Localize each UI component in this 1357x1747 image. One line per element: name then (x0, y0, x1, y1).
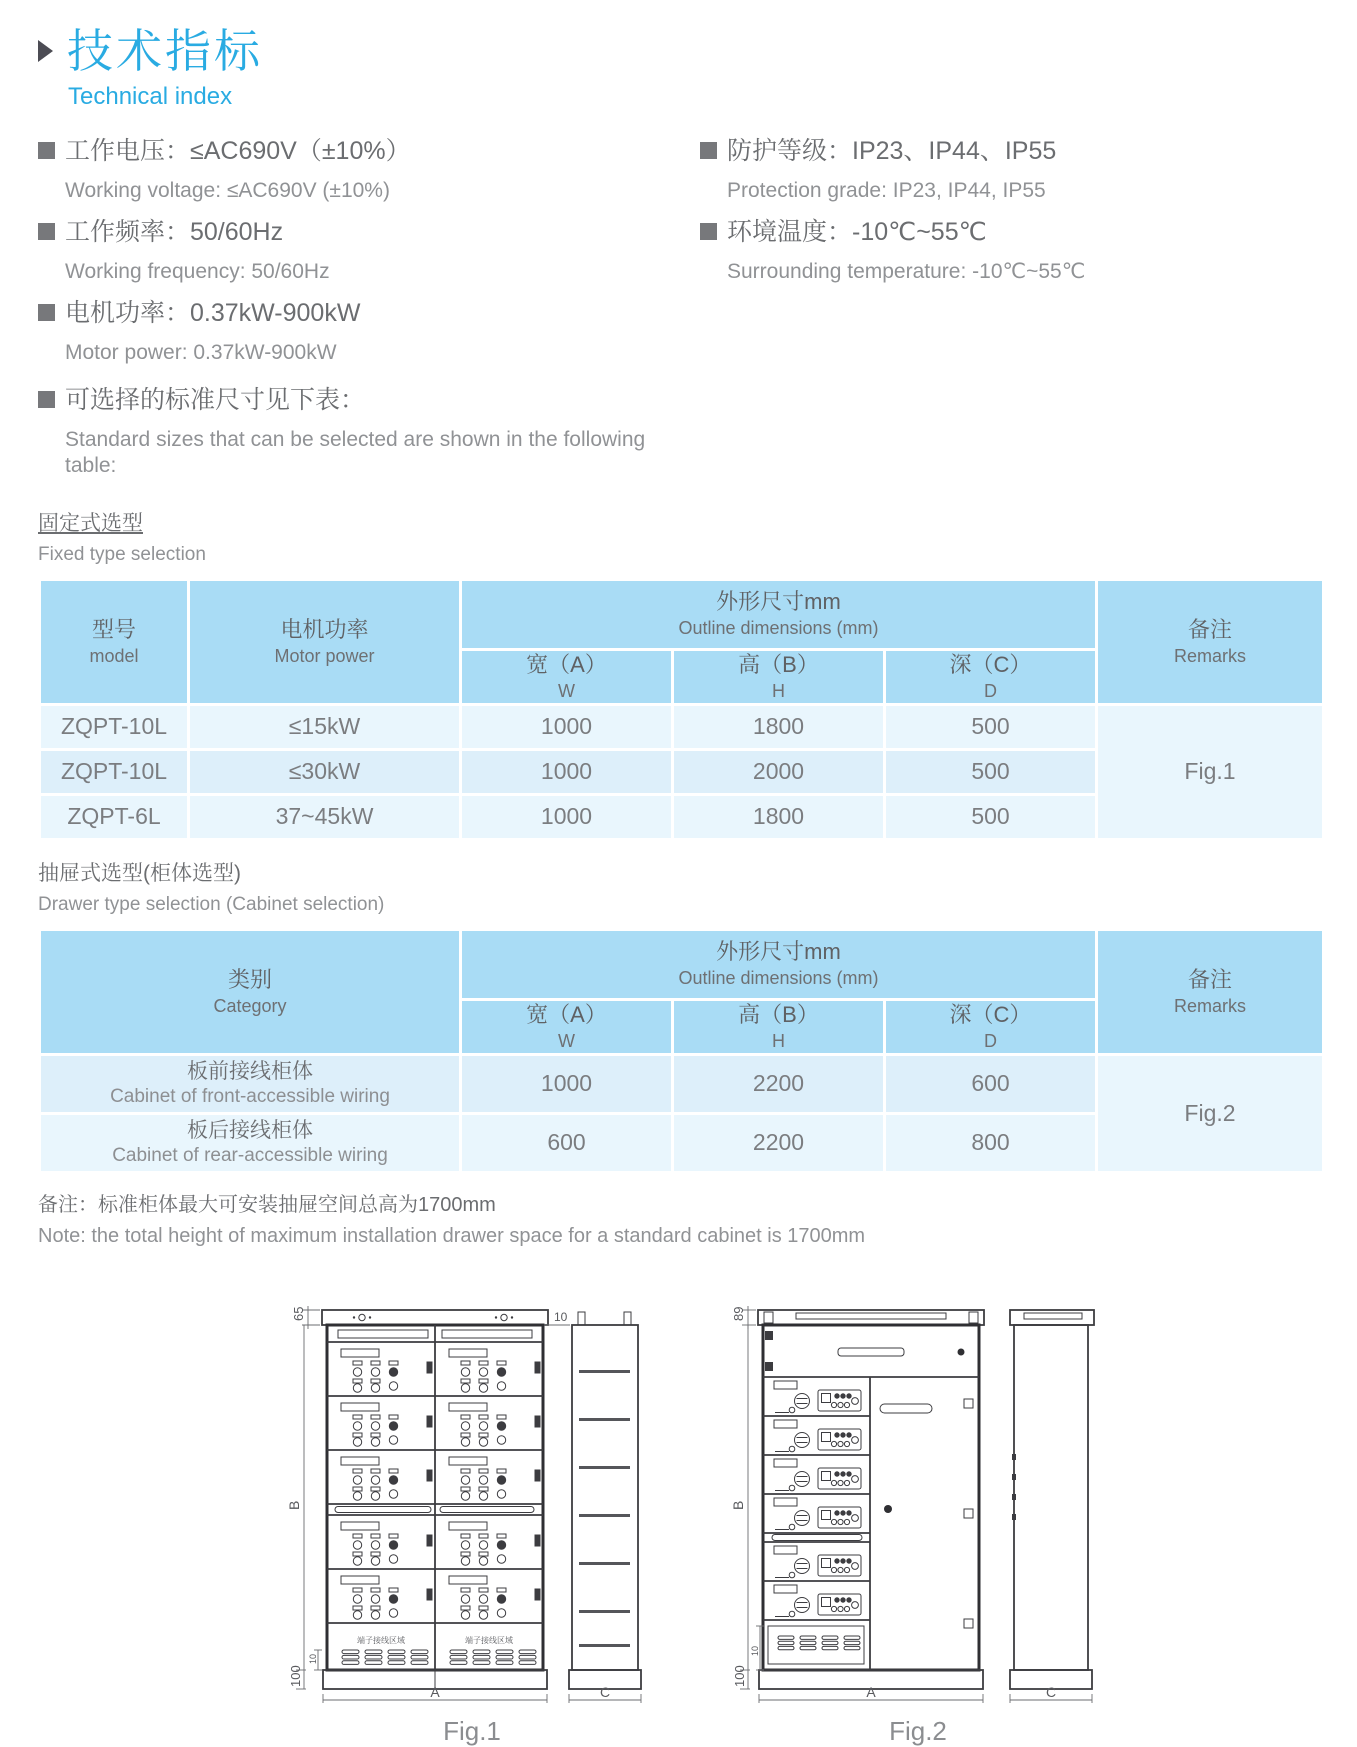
fig2-dimensions (730, 1306, 1092, 1703)
fixed-type-section-title (38, 507, 1322, 566)
fig2-dim-height: B (730, 1500, 746, 1510)
fig1-front-view (322, 1310, 548, 1689)
cell-power: ≤30kW (189, 749, 461, 794)
spec-item-standard-sizes (38, 384, 700, 479)
square-bullet-icon (38, 304, 55, 321)
cell-height: 2200 (673, 1113, 885, 1172)
cell-remark: Fig.1 (1097, 704, 1324, 839)
spec-en-text: Protection grade: IP23, IP44, IP55 (727, 178, 1046, 202)
cell-height: 2200 (673, 1054, 885, 1113)
spec-list (38, 135, 1322, 491)
drawer-type-table (38, 928, 1325, 1174)
spec-en-text: Working frequency: 50/60Hz (65, 259, 330, 283)
square-bullet-icon (38, 142, 55, 159)
cell-depth: 600 (885, 1054, 1097, 1113)
fig1-caption: Fig.1 (443, 1715, 501, 1746)
spec-column-right (700, 135, 1322, 491)
page-title-cn: 技术指标 (67, 25, 263, 77)
spec-en-text: Surrounding temperature: -10℃~55℃ (727, 259, 1086, 283)
note-en: Note: the total height of maximum installation drawer space for a standard cabinet is 1700mm (38, 1224, 866, 1247)
square-bullet-icon (38, 223, 55, 240)
spec-item-frequency (38, 216, 700, 285)
section-title-en: Drawer type selection (Cabinet selection) (38, 893, 385, 915)
header-width: 宽（A） W (461, 999, 673, 1054)
cell-category: 板后接线柜体 Cabinet of rear-accessible wiring (40, 1113, 461, 1172)
table-row (40, 704, 1324, 749)
header-category: 类别 Category (40, 929, 461, 1054)
header-depth: 深（C） D (885, 999, 1097, 1054)
cell-model: ZQPT-10L (40, 749, 189, 794)
section-title-cn: 固定式选型 (38, 511, 143, 535)
fig2-front-view (758, 1310, 984, 1689)
spec-item-voltage (38, 135, 700, 204)
cell-category: 板前接线柜体 Cabinet of front-accessible wiring (40, 1054, 461, 1113)
header-height: 高（B） H (673, 649, 885, 704)
spec-item-temperature (700, 216, 1322, 285)
cell-power: ≤15kW (189, 704, 461, 749)
cell-height: 1800 (673, 704, 885, 749)
fig1-dim-vent: 10 (308, 1653, 318, 1664)
header-height: 高（B） H (673, 999, 885, 1054)
spec-cn-text: 环境温度：-10℃~55℃ (727, 217, 987, 246)
fig1-drawing (272, 1304, 672, 1709)
cell-width: 1000 (461, 749, 673, 794)
section-title-en: Fixed type selection (38, 543, 206, 565)
fig1-dim-base: 100 (288, 1664, 303, 1687)
cell-width: 1000 (461, 794, 673, 839)
spec-en-text: Working voltage: ≤AC690V (±10%) (65, 178, 390, 202)
fig1-dim-height: B (286, 1500, 302, 1510)
fig1-side-view (569, 1312, 641, 1689)
square-bullet-icon (700, 223, 717, 240)
fig1-dim-depth: C (599, 1683, 611, 1700)
fig2-dim-vent: 10 (750, 1645, 760, 1656)
spec-cn-text: 电机功率：0.37kW-900kW (65, 298, 361, 327)
arrow-icon (38, 40, 53, 62)
spec-en-text: Motor power: 0.37kW-900kW (65, 340, 337, 364)
cell-model: ZQPT-6L (40, 794, 189, 839)
drawer-type-section-title (38, 857, 1322, 916)
spec-item-motor-power (38, 297, 700, 366)
cell-height: 2000 (673, 749, 885, 794)
cell-power: 37~45kW (189, 794, 461, 839)
figure-1 (272, 1304, 672, 1747)
fig1-terminal-label: 端子接线区域 (465, 1635, 513, 1645)
cell-depth: 800 (885, 1113, 1097, 1172)
fig2-caption: Fig.2 (889, 1715, 947, 1746)
section-title-cn: 抽屉式选型(柜体选型) (38, 861, 241, 885)
header-width: 宽（A） W (461, 649, 673, 704)
fig2-dim-width: A (866, 1683, 876, 1700)
spec-cn-text: 可选择的标准尺寸见下表： (65, 385, 366, 414)
header-outline-dimensions: 外形尺寸mm Outline dimensions (mm) (461, 929, 1097, 999)
page-header (38, 26, 1322, 77)
spec-cn-text: 防护等级：IP23、IP44、IP55 (727, 136, 1057, 165)
spec-cn-text: 工作电压：≤AC690V（±10%） (65, 136, 411, 165)
spec-cn-text: 工作频率：50/60Hz (65, 217, 284, 246)
fig2-dim-base: 100 (732, 1664, 747, 1687)
cell-width: 1000 (461, 1054, 673, 1113)
cell-depth: 500 (885, 749, 1097, 794)
note-cn: 备注：标准柜体最大可安装抽屉空间总高为1700mm (38, 1193, 496, 1216)
cell-height: 1800 (673, 794, 885, 839)
header-depth: 深（C） D (885, 649, 1097, 704)
fig2-drawing (718, 1304, 1118, 1709)
header-remarks: 备注 Remarks (1097, 579, 1324, 704)
fig1-dim-top-right: 10 (554, 1309, 568, 1324)
note (38, 1188, 1322, 1248)
fig2-dim-cap: 89 (731, 1306, 746, 1321)
fig2-side-view (1010, 1310, 1094, 1689)
square-bullet-icon (700, 142, 717, 159)
figures (38, 1304, 1322, 1747)
header-motor-power: 电机功率 Motor power (189, 579, 461, 704)
cell-depth: 500 (885, 794, 1097, 839)
spec-column-left (38, 135, 700, 491)
spec-item-protection-grade (700, 135, 1322, 204)
fig1-dim-cap: 65 (291, 1306, 306, 1321)
fig1-dim-width: A (430, 1683, 440, 1700)
header-model: 型号 model (40, 579, 189, 704)
spec-en-text: Standard sizes that can be selected are shown in the following table: (65, 427, 646, 477)
cell-depth: 500 (885, 704, 1097, 749)
cell-width: 600 (461, 1113, 673, 1172)
fixed-type-table (38, 578, 1325, 841)
cell-width: 1000 (461, 704, 673, 749)
square-bullet-icon (38, 391, 55, 408)
header-remarks: 备注 Remarks (1097, 929, 1324, 1054)
header-outline-dimensions: 外形尺寸mm Outline dimensions (mm) (461, 579, 1097, 649)
fig2-dim-depth: C (1045, 1683, 1057, 1700)
page-title-en: Technical index (68, 82, 233, 110)
figure-2 (718, 1304, 1118, 1747)
cell-remark: Fig.2 (1097, 1054, 1324, 1172)
table-row (40, 1054, 1324, 1113)
cell-model: ZQPT-10L (40, 704, 189, 749)
fig1-terminal-label: 端子接线区域 (357, 1635, 405, 1645)
